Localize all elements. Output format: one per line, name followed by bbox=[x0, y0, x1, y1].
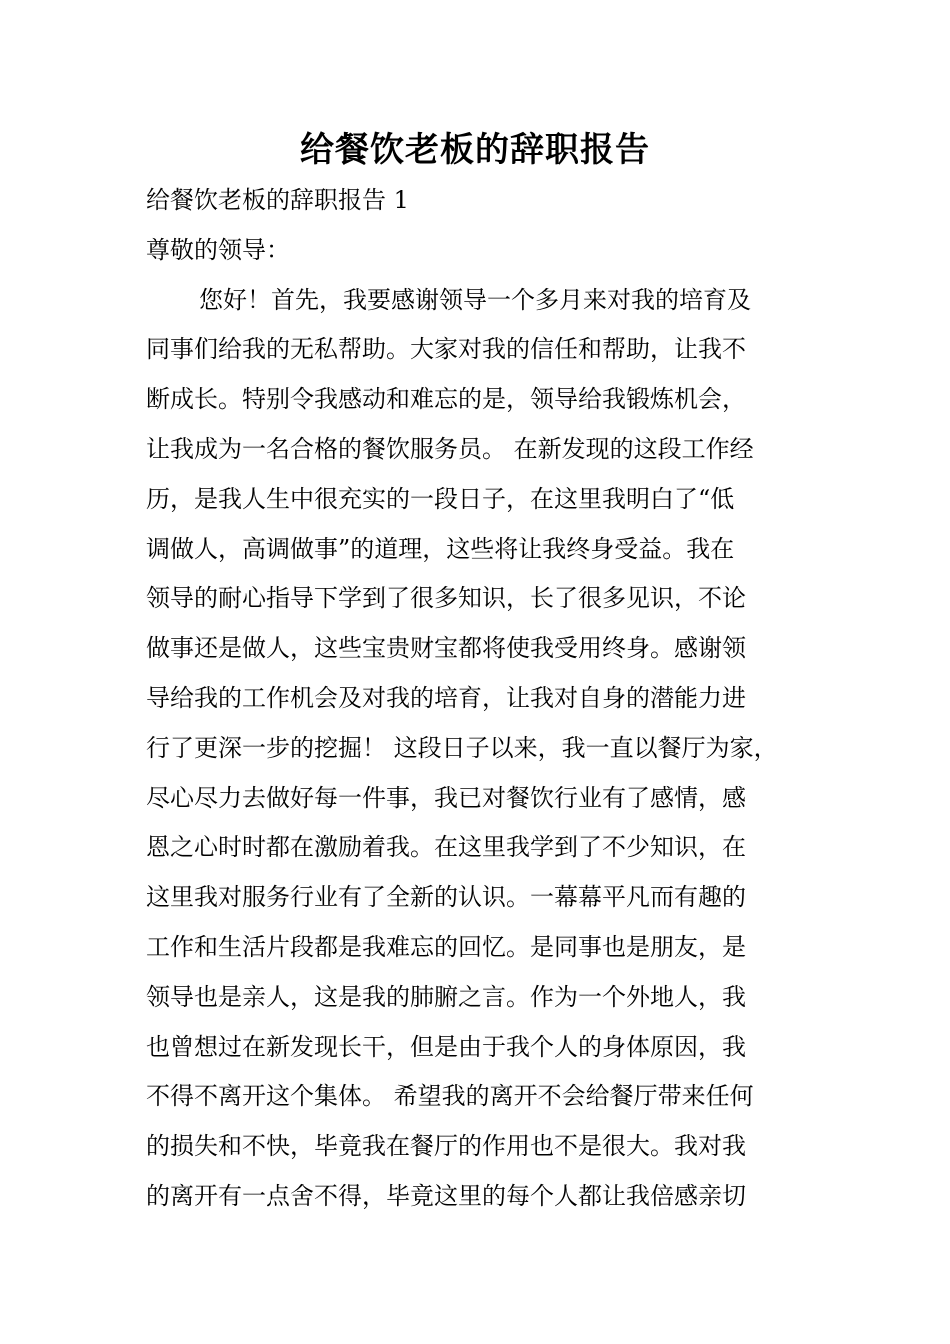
paragraph-line: 的损失和不快，毕竟我在餐厅的作用也不是很大。我对我 bbox=[146, 1132, 746, 1161]
paragraph-line: 历，是我人生中很充实的一段日子，在这里我明白了“低 bbox=[146, 484, 735, 513]
paragraph-line: 尽心尽力去做好每一件事，我已对餐饮行业有了感情，感 bbox=[146, 783, 746, 812]
paragraph-line: 您好！首先，我要感谢领导一个多月来对我的培育及 bbox=[199, 285, 751, 314]
paragraph-line: 不得不离开这个集体。 希望我的离开不会给餐厅带来任何 bbox=[146, 1082, 754, 1111]
paragraph-line: 领导也是亲人，这是我的肺腑之言。作为一个外地人，我 bbox=[146, 982, 746, 1011]
salutation: 尊敬的领导： bbox=[146, 235, 290, 264]
paragraph-line: 导给我的工作机会及对我的培育，让我对自身的潜能力进 bbox=[146, 683, 746, 712]
paragraph-line: 调做人，高调做事”的道理，这些将让我终身受益。我在 bbox=[146, 534, 735, 563]
paragraph-line: 同事们给我的无私帮助。大家对我的信任和帮助，让我不 bbox=[146, 335, 746, 364]
paragraph-line: 这里我对服务行业有了全新的认识。一幕幕平凡而有趣的 bbox=[146, 883, 746, 912]
document-subtitle: 给餐饮老板的辞职报告 1 bbox=[146, 186, 409, 214]
paragraph-line: 也曾想过在新发现长干，但是由于我个人的身体原因，我 bbox=[146, 1032, 746, 1061]
paragraph-line: 恩之心时时都在激励着我。在这里我学到了不少知识，在 bbox=[146, 833, 746, 862]
paragraph-line: 工作和生活片段都是我难忘的回忆。是同事也是朋友，是 bbox=[146, 932, 746, 961]
paragraph-line: 领导的耐心指导下学到了很多知识，长了很多见识，不论 bbox=[146, 584, 746, 613]
document-body bbox=[146, 176, 836, 1222]
paragraph-line: 行了更深一步的挖掘！ 这段日子以来，我一直以餐厅为家， bbox=[146, 733, 778, 762]
document-title: 给餐饮老板的辞职报告 bbox=[300, 130, 650, 170]
paragraph-line: 让我成为一名合格的餐饮服务员。 在新发现的这段工作经 bbox=[146, 434, 754, 463]
paragraph-line: 的离开有一点舍不得，毕竟这里的每个人都让我倍感亲切 bbox=[146, 1181, 746, 1210]
paragraph-line: 断成长。特别令我感动和难忘的是，领导给我锻炼机会， bbox=[146, 385, 746, 414]
paragraph-line: 做事还是做人，这些宝贵财宝都将使我受用终身。感谢领 bbox=[146, 634, 746, 663]
